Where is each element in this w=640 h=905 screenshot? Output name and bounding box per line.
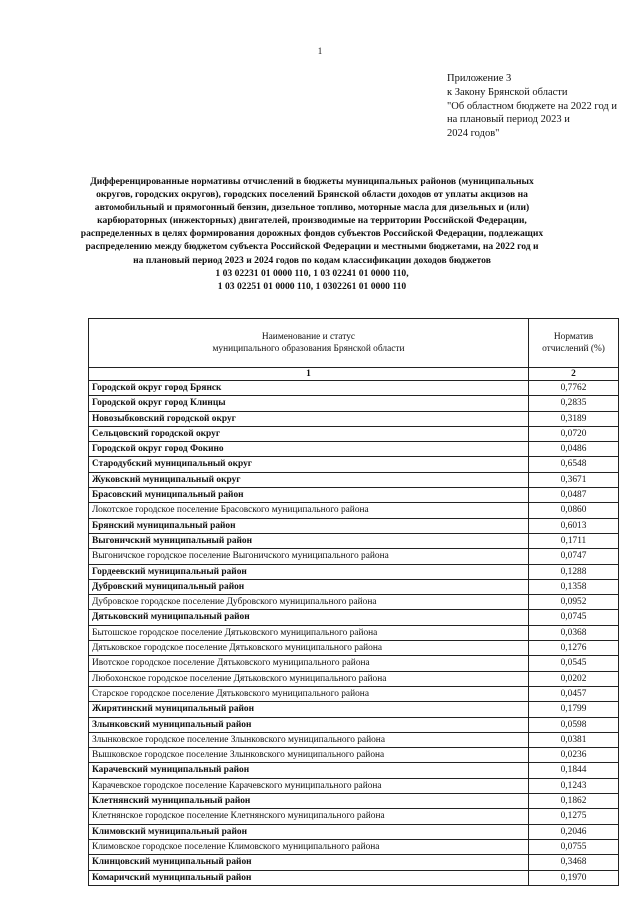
table-row [89, 426, 619, 441]
table-row [89, 457, 619, 472]
table-row [89, 794, 619, 809]
page-number: 1 [317, 46, 323, 56]
municipality-name: Выгоничский муниципальный район [89, 533, 529, 548]
table-row [89, 472, 619, 487]
appendix-line: Приложение 3 [447, 73, 512, 84]
municipality-name: Вышковское городское поселение Злынковского муниципального района [89, 748, 529, 763]
column-number-row [89, 368, 619, 381]
title-line: автомобильный и прямогонный бензин, дизельное топливо, моторные масла для дизельных и (или) [94, 202, 530, 214]
municipality-name: Злынковское городское поселение Злынковского муниципального района [89, 732, 529, 747]
table-row [89, 686, 619, 701]
table-row [89, 564, 619, 579]
municipality-name: Комаричский муниципальный район [89, 870, 529, 885]
municipality-name: Бытошское городское поселение Дятьковского муниципального района [89, 625, 529, 640]
table-row [89, 763, 619, 778]
normative-rate: 0,1275 [529, 809, 619, 824]
table-row [89, 549, 619, 564]
header-rate-line: отчислений (%) [542, 344, 605, 354]
table-row [89, 717, 619, 732]
municipality-name: Клинцовский муниципальный район [89, 855, 529, 870]
table-body [89, 381, 619, 886]
normative-rate: 0,6013 [529, 518, 619, 533]
normative-rate: 0,0457 [529, 686, 619, 701]
normative-rate: 0,0952 [529, 595, 619, 610]
table-row [89, 488, 619, 503]
municipality-name: Ивотское городское поселение Дятьковского муниципального района [89, 656, 529, 671]
normative-rate: 0,0545 [529, 656, 619, 671]
table-row [89, 533, 619, 548]
municipality-name: Выгоничское городское поселение Выгоничского муниципального района [89, 549, 529, 564]
title-line: округов, городских округов), городских поселений Брянской области доходов от уплаты акцизов на [96, 189, 528, 201]
municipality-name: Злынковский муниципальный район [89, 717, 529, 732]
appendix-line: к Закону Брянской области [447, 86, 568, 98]
column-number-1: 1 [89, 368, 529, 381]
municipality-name: Стародубский муниципальный округ [89, 457, 529, 472]
municipality-name: Городской округ город Клинцы [89, 396, 529, 411]
municipality-name: Старское городское поселение Дятьковского муниципального района [89, 686, 529, 701]
municipality-name: Новозыбковский городской округ [89, 411, 529, 426]
title-line: 1 03 02231 01 0000 110, 1 03 02241 01 0000 110, [215, 267, 409, 279]
table-row [89, 396, 619, 411]
header-name-line: Наименование и статус [261, 332, 356, 342]
normative-rate: 0,1799 [529, 702, 619, 717]
municipality-name: Любохонское городское поселение Дятьковского муниципального района [89, 671, 529, 686]
table-row [89, 748, 619, 763]
table-row [89, 442, 619, 457]
municipality-name: Городской округ город Брянск [89, 381, 529, 396]
document-title [76, 175, 548, 293]
table-header-row [89, 319, 619, 368]
table-row [89, 381, 619, 396]
table-row [89, 732, 619, 747]
normative-rate: 0,0381 [529, 732, 619, 747]
normative-rate: 0,1970 [529, 870, 619, 885]
table-row [89, 625, 619, 640]
normative-rate: 0,0745 [529, 610, 619, 625]
normative-rate: 0,3468 [529, 855, 619, 870]
table-row [89, 411, 619, 426]
normatives-table [88, 318, 619, 886]
title-line: 1 03 02251 01 0000 110, 1 0302261 01 0000 110 [217, 280, 407, 292]
appendix-line: 2024 годов" [447, 128, 500, 140]
normative-rate: 0,3671 [529, 472, 619, 487]
municipality-name: Клетнянское городское поселение Клетнянского муниципального района [89, 809, 529, 824]
municipality-name: Климовское городское поселение Климовского муниципального района [89, 839, 529, 854]
municipality-name: Жирятинский муниципальный район [89, 702, 529, 717]
title-line: на плановый период 2023 и 2024 годов по кодам классификации доходов бюджетов [133, 254, 491, 266]
table-row [89, 855, 619, 870]
municipality-name: Локотское городское поселение Брасовского муниципального района [89, 503, 529, 518]
normative-rate: 0,0487 [529, 488, 619, 503]
normative-rate: 0,0486 [529, 442, 619, 457]
header-name-cell [89, 319, 529, 368]
table-row [89, 518, 619, 533]
title-line: Дифференцированные нормативы отчислений в бюджеты муниципальных районов (муниципальных [90, 176, 534, 187]
normative-rate: 0,1288 [529, 564, 619, 579]
normative-rate: 0,1862 [529, 794, 619, 809]
normative-rate: 0,7762 [529, 381, 619, 396]
appendix-line: на плановый период 2023 и [447, 114, 570, 126]
normative-rate: 0,1276 [529, 641, 619, 656]
appendix-note [447, 72, 617, 141]
municipality-name: Клетнянский муниципальный район [89, 794, 529, 809]
municipality-name: Дубровский муниципальный район [89, 579, 529, 594]
municipality-name: Городской округ город Фокино [89, 442, 529, 457]
municipality-name: Дятьковский муниципальный район [89, 610, 529, 625]
header-rate-cell [529, 319, 619, 368]
table-row [89, 656, 619, 671]
municipality-name: Брянский муниципальный район [89, 518, 529, 533]
normative-rate: 0,2046 [529, 824, 619, 839]
normative-rate: 0,0755 [529, 839, 619, 854]
table-row [89, 671, 619, 686]
table-row [89, 641, 619, 656]
normative-rate: 0,3189 [529, 411, 619, 426]
table-row [89, 809, 619, 824]
municipality-name: Брасовский муниципальный район [89, 488, 529, 503]
normative-rate: 0,0598 [529, 717, 619, 732]
municipality-name: Дятьковское городское поселение Дятьковского муниципального района [89, 641, 529, 656]
header-name-line: муниципального образования Брянской области [212, 344, 405, 354]
municipality-name: Сельцовский городской округ [89, 426, 529, 441]
title-line: карбюраторных (инжекторных) двигателей, производимые на территории Российской Федерации, [97, 215, 527, 227]
table-row [89, 579, 619, 594]
table-row [89, 839, 619, 854]
appendix-line: "Об областном бюджете на 2022 год и [447, 100, 618, 112]
normative-rate: 0,1243 [529, 778, 619, 793]
table-row [89, 778, 619, 793]
title-line: распределению между бюджетом субъекта Российской Федерации и местными бюджетами, на 2022 год и [85, 241, 539, 253]
table-row [89, 595, 619, 610]
municipality-name: Жуковский муниципальный округ [89, 472, 529, 487]
table-row [89, 870, 619, 885]
municipality-name: Карачевский муниципальный район [89, 763, 529, 778]
normative-rate: 0,1844 [529, 763, 619, 778]
municipality-name: Дубровское городское поселение Дубровского муниципального района [89, 595, 529, 610]
normative-rate: 0,0720 [529, 426, 619, 441]
normative-rate: 0,1358 [529, 579, 619, 594]
normative-rate: 0,0368 [529, 625, 619, 640]
normative-rate: 0,0236 [529, 748, 619, 763]
normative-rate: 0,6548 [529, 457, 619, 472]
normative-rate: 0,0202 [529, 671, 619, 686]
municipality-name: Карачевское городское поселение Карачевского муниципального района [89, 778, 529, 793]
normative-rate: 0,1711 [529, 533, 619, 548]
normative-rate: 0,0860 [529, 503, 619, 518]
table-row [89, 503, 619, 518]
normative-rate: 0,0747 [529, 549, 619, 564]
municipality-name: Климовский муниципальный район [89, 824, 529, 839]
table-row [89, 824, 619, 839]
municipality-name: Гордеевский муниципальный район [89, 564, 529, 579]
column-number-2: 2 [529, 368, 619, 381]
table-row [89, 610, 619, 625]
header-rate-line: Норматив [553, 332, 594, 342]
title-line: распределенных в целях формирования дорожных фондов субъектов Российской Федерации, подлежащих [80, 228, 544, 240]
normative-rate: 0,2835 [529, 396, 619, 411]
table-row [89, 702, 619, 717]
